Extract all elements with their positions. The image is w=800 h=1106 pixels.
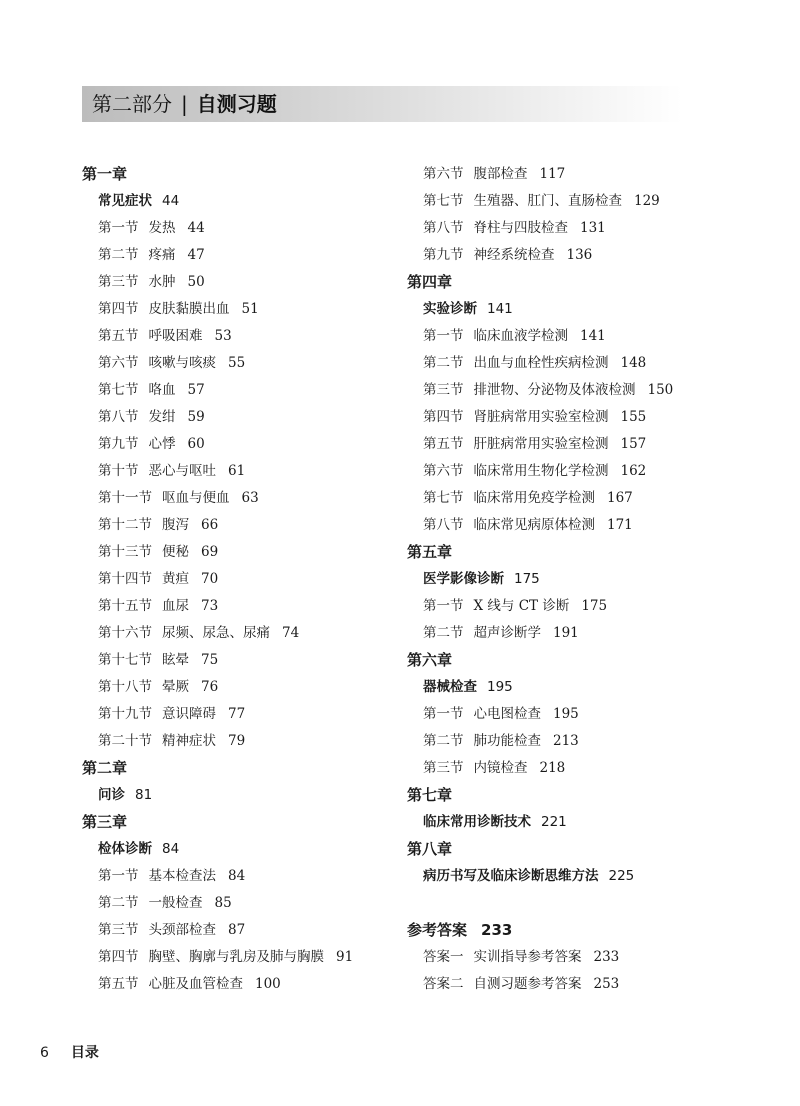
toc-page-number: 100 — [255, 976, 281, 992]
chapter-topic-entry[interactable] — [407, 863, 673, 890]
toc-right-column — [407, 161, 673, 998]
section-number: 第十三节 — [98, 544, 152, 560]
section-number: 第六节 — [423, 463, 464, 479]
section-number: 第六节 — [98, 355, 139, 371]
toc-page-number: 157 — [620, 436, 647, 452]
toc-page-number: 167 — [607, 490, 633, 506]
toc-page-number: 44 — [187, 220, 205, 236]
toc-page-number: 155 — [620, 409, 647, 425]
chapter-topic-entry[interactable] — [82, 782, 353, 809]
toc-entry-title: 临床常用诊断技术 — [423, 814, 531, 830]
toc-entry[interactable] — [407, 377, 673, 404]
section-number: 第一节 — [98, 220, 139, 236]
toc-page-number: 171 — [607, 517, 633, 533]
toc-entry[interactable] — [407, 728, 673, 755]
toc-page-number: 191 — [553, 625, 579, 641]
toc-page-number: 225 — [608, 868, 635, 884]
section-number: 第八节 — [423, 220, 464, 236]
toc-entry-title: 医学影像诊断 — [423, 571, 504, 587]
answers-heading[interactable] — [407, 917, 673, 944]
toc-entry-title: 疼痛 — [148, 247, 176, 263]
section-number: 第五节 — [423, 436, 464, 452]
toc-entry-title: 晕厥 — [162, 679, 189, 695]
section-number: 第五节 — [98, 328, 139, 344]
toc-entry-title: 呕血与便血 — [162, 490, 230, 506]
toc-entry-title: 问诊 — [98, 787, 125, 803]
toc-entry[interactable] — [82, 620, 353, 647]
toc-page-number: 117 — [539, 166, 566, 182]
section-number: 第十五节 — [98, 598, 152, 614]
chapter-topic-entry[interactable] — [407, 566, 673, 593]
toc-entry[interactable] — [82, 215, 353, 242]
toc-entry-title: 实训指导参考答案 — [473, 949, 582, 965]
section-number: 第四节 — [98, 949, 139, 965]
toc-entry-title: 心电图检查 — [473, 706, 541, 722]
toc-page-number: 84 — [228, 868, 246, 884]
toc-entry[interactable] — [82, 863, 353, 890]
toc-page-number: 131 — [580, 220, 606, 236]
toc-page-number: 91 — [336, 949, 354, 965]
section-number: 第七节 — [98, 382, 139, 398]
toc-entry[interactable] — [407, 458, 673, 485]
toc-page-number: 50 — [187, 274, 205, 290]
toc-page-number: 77 — [228, 706, 246, 722]
footer-label: 目录 — [70, 1045, 99, 1061]
toc-entry[interactable] — [82, 917, 353, 944]
chapter-topic-entry[interactable] — [82, 188, 353, 215]
toc-entry-title: 排泄物、分泌物及体液检测 — [473, 382, 636, 398]
toc-entry-title: 腹部检查 — [473, 166, 528, 182]
toc-entry-title: 生殖器、肛门、直肠检查 — [473, 193, 622, 209]
section-number: 第一节 — [98, 868, 139, 884]
toc-page-number: 47 — [187, 247, 205, 263]
toc-page-number: 85 — [214, 895, 232, 911]
toc-entry[interactable] — [82, 593, 353, 620]
toc-page-number: 55 — [228, 355, 246, 371]
toc-page-number: 61 — [228, 463, 246, 479]
toc-entry[interactable] — [82, 647, 353, 674]
toc-page-number: 253 — [593, 976, 620, 992]
toc-page-number: 233 — [593, 949, 620, 965]
toc-entry[interactable] — [82, 323, 353, 350]
toc-entry-title: 咯血 — [148, 382, 176, 398]
toc-entry-title: 恶心与呕吐 — [148, 463, 216, 479]
toc-entry[interactable] — [82, 971, 353, 998]
section-number: 答案一 — [423, 949, 464, 965]
toc-entry-title: 临床常用免疫学检测 — [473, 490, 595, 506]
chapter-topic-entry[interactable] — [82, 836, 353, 863]
toc-page-number: 51 — [241, 301, 259, 317]
section-spacer — [407, 890, 673, 917]
part-label: 第二部分 — [92, 92, 172, 116]
section-number: 第六节 — [423, 166, 464, 182]
section-number: 第十一节 — [98, 490, 152, 506]
toc-entry-title: 临床常见病原体检测 — [473, 517, 595, 533]
toc-entry[interactable] — [407, 215, 673, 242]
chapter-heading[interactable]: 第六章 — [407, 651, 453, 669]
toc-entry[interactable] — [82, 296, 353, 323]
toc-page-number: 60 — [187, 436, 205, 452]
toc-entry-title: 临床常用生物化学检测 — [473, 463, 609, 479]
section-number: 第二节 — [98, 895, 139, 911]
toc-entry-title: 皮肤黏膜出血 — [148, 301, 230, 317]
toc-page-number: 136 — [566, 247, 593, 263]
toc-entry-title: 咳嗽与咳痰 — [148, 355, 216, 371]
toc-left-column — [82, 161, 353, 998]
toc-entry[interactable] — [82, 728, 353, 755]
toc-entry[interactable] — [82, 566, 353, 593]
section-number: 第三节 — [98, 922, 139, 938]
toc-entry-title: 临床血液学检测 — [473, 328, 568, 344]
toc-entry-title: 神经系统检查 — [473, 247, 555, 263]
toc-entry-title: 呼吸困难 — [148, 328, 203, 344]
toc-page-number: 150 — [647, 382, 674, 398]
chapter-heading[interactable]: 第二章 — [82, 759, 128, 777]
toc-page-number: 84 — [162, 841, 180, 857]
section-number: 第十八节 — [98, 679, 152, 695]
toc-page-number: 175 — [581, 598, 608, 614]
toc-entry-title: 黄疸 — [162, 571, 189, 587]
chapter-topic-entry[interactable] — [407, 296, 673, 323]
part-separator: | — [181, 92, 188, 116]
toc-entry[interactable] — [82, 674, 353, 701]
toc-page-number: 233 — [481, 921, 513, 939]
toc-page-number: 53 — [214, 328, 232, 344]
toc-entry-title: 血尿 — [162, 598, 189, 614]
toc-entry[interactable] — [407, 512, 673, 539]
toc-entry[interactable] — [407, 323, 673, 350]
toc-entry[interactable] — [82, 377, 353, 404]
toc-page-number: 141 — [487, 301, 513, 317]
toc-entry-title: 实验诊断 — [423, 301, 477, 317]
toc-page-number: 59 — [187, 409, 205, 425]
toc-entry[interactable] — [407, 350, 673, 377]
toc-entry[interactable] — [407, 188, 673, 215]
toc-entry[interactable] — [82, 404, 353, 431]
toc-entry[interactable] — [407, 944, 673, 971]
toc-entry-title: 精神症状 — [162, 733, 216, 749]
toc-entry-title: 意识障碍 — [162, 706, 216, 722]
toc-page-number: 75 — [201, 652, 219, 668]
toc-entry-title: 发热 — [148, 220, 176, 236]
part-heading — [92, 90, 277, 118]
toc-entry-title: 出血与血栓性疾病检测 — [473, 355, 609, 371]
toc-entry[interactable] — [82, 350, 353, 377]
toc-entry-title: 水肿 — [148, 274, 176, 290]
toc-page-number: 57 — [187, 382, 205, 398]
section-number: 第九节 — [423, 247, 464, 263]
section-number: 第一节 — [423, 328, 464, 344]
toc-entry-title: 脊柱与四肢检查 — [473, 220, 568, 236]
toc-entry-title: 常见症状 — [98, 193, 152, 209]
toc-page-number: 141 — [580, 328, 606, 344]
toc-entry[interactable] — [82, 485, 353, 512]
section-number: 第二节 — [423, 625, 464, 641]
toc-entry[interactable] — [407, 620, 673, 647]
toc-entry[interactable] — [407, 242, 673, 269]
toc-entry-title: 内镜检查 — [473, 760, 528, 776]
toc-page-number: 129 — [634, 193, 660, 209]
toc-entry[interactable] — [407, 593, 673, 620]
section-number: 第二节 — [423, 355, 464, 371]
section-number: 第三节 — [423, 382, 464, 398]
toc-entry-title: 器械检查 — [423, 679, 477, 695]
section-number: 第四节 — [423, 409, 464, 425]
part-title: 自测习题 — [196, 92, 277, 116]
toc-entry-title: 心悸 — [148, 436, 176, 452]
toc-entry-title: 眩晕 — [162, 652, 189, 668]
toc-entry-title: 基本检查法 — [148, 868, 216, 884]
section-number: 第二节 — [423, 733, 464, 749]
toc-entry[interactable] — [82, 458, 353, 485]
toc-entry-title: X 线与 CT 诊断 — [473, 598, 570, 614]
toc-page-number: 81 — [135, 787, 153, 803]
section-number: 第十七节 — [98, 652, 152, 668]
section-number: 第十四节 — [98, 571, 152, 587]
chapter-heading[interactable]: 第五章 — [407, 543, 453, 561]
footer-page-number: 6 — [40, 1045, 49, 1061]
toc-entry-title: 检体诊断 — [98, 841, 152, 857]
toc-entry-title: 病历书写及临床诊断思维方法 — [423, 868, 599, 884]
toc-page-number: 66 — [201, 517, 219, 533]
toc-entry-title: 发绀 — [148, 409, 176, 425]
section-number: 第七节 — [423, 193, 464, 209]
section-number: 第二节 — [98, 247, 139, 263]
section-number: 第十六节 — [98, 625, 152, 641]
toc-entry[interactable] — [407, 161, 673, 188]
toc-page-number: 63 — [241, 490, 259, 506]
toc-entry-title: 心脏及血管检查 — [148, 976, 243, 992]
toc-page-number: 221 — [541, 814, 567, 830]
chapter-heading[interactable]: 第八章 — [407, 840, 453, 858]
toc-page-number: 175 — [514, 571, 540, 587]
toc-page-number: 44 — [162, 193, 180, 209]
toc-entry-title: 肝脏病常用实验室检测 — [473, 436, 609, 452]
section-number: 第一节 — [423, 598, 464, 614]
chapter-topic-entry[interactable] — [407, 674, 673, 701]
toc-entry-title: 超声诊断学 — [473, 625, 541, 641]
toc-entry-title: 肺功能检查 — [473, 733, 541, 749]
toc-page-number: 213 — [553, 733, 579, 749]
page-footer — [40, 1042, 99, 1062]
toc-entry[interactable] — [407, 755, 673, 782]
toc-entry-title: 头颈部检查 — [148, 922, 216, 938]
chapter-heading[interactable]: 第三章 — [82, 813, 128, 831]
toc-entry-title: 腹泻 — [162, 517, 189, 533]
toc-entry[interactable] — [407, 431, 673, 458]
toc-page-number: 76 — [201, 679, 219, 695]
toc-page-number: 218 — [539, 760, 566, 776]
chapter-heading[interactable]: 第四章 — [407, 273, 453, 291]
toc-entry-title: 便秘 — [162, 544, 189, 560]
toc-page-number: 148 — [620, 355, 647, 371]
toc-page-number: 195 — [487, 679, 513, 695]
section-number: 第三节 — [98, 274, 139, 290]
section-number: 第十二节 — [98, 517, 152, 533]
toc-page-number: 195 — [553, 706, 579, 722]
toc-entry[interactable] — [407, 971, 673, 998]
toc-page-number: 69 — [201, 544, 219, 560]
toc-entry[interactable] — [407, 485, 673, 512]
toc-entry[interactable] — [82, 269, 353, 296]
toc-page-number: 73 — [201, 598, 219, 614]
toc-entry[interactable] — [82, 512, 353, 539]
section-number: 第八节 — [423, 517, 464, 533]
toc-entry-title: 胸壁、胸廓与乳房及肺与胸膜 — [148, 949, 324, 965]
toc-entry[interactable] — [407, 701, 673, 728]
toc-page-number: 79 — [228, 733, 246, 749]
toc-page-number: 162 — [620, 463, 647, 479]
answers-title: 参考答案 — [407, 921, 468, 939]
section-number: 第十节 — [98, 463, 139, 479]
section-number: 第五节 — [98, 976, 139, 992]
section-number: 第七节 — [423, 490, 464, 506]
toc-entry-title: 一般检查 — [148, 895, 203, 911]
section-number: 第二十节 — [98, 733, 152, 749]
section-number: 第一节 — [423, 706, 464, 722]
toc-entry[interactable] — [82, 539, 353, 566]
chapter-heading[interactable]: 第七章 — [407, 786, 453, 804]
chapter-heading[interactable]: 第一章 — [82, 165, 128, 183]
toc-page-number: 70 — [201, 571, 219, 587]
section-number: 第九节 — [98, 436, 139, 452]
toc-entry[interactable] — [82, 242, 353, 269]
chapter-topic-entry[interactable] — [407, 809, 673, 836]
toc-entry[interactable] — [407, 404, 673, 431]
section-number: 第四节 — [98, 301, 139, 317]
toc-entry[interactable] — [82, 944, 353, 971]
part-banner — [82, 86, 682, 122]
section-number: 答案二 — [423, 976, 464, 992]
toc-page-number: 74 — [282, 625, 300, 641]
toc-entry-title: 尿频、尿急、尿痛 — [162, 625, 270, 641]
toc-entry-title: 自测习题参考答案 — [473, 976, 582, 992]
section-number: 第三节 — [423, 760, 464, 776]
section-number: 第八节 — [98, 409, 139, 425]
toc-entry[interactable] — [82, 890, 353, 917]
section-number: 第十九节 — [98, 706, 152, 722]
toc-entry-title: 肾脏病常用实验室检测 — [473, 409, 609, 425]
toc-entry[interactable] — [82, 701, 353, 728]
toc-page-number: 87 — [228, 922, 246, 938]
toc-entry[interactable] — [82, 431, 353, 458]
